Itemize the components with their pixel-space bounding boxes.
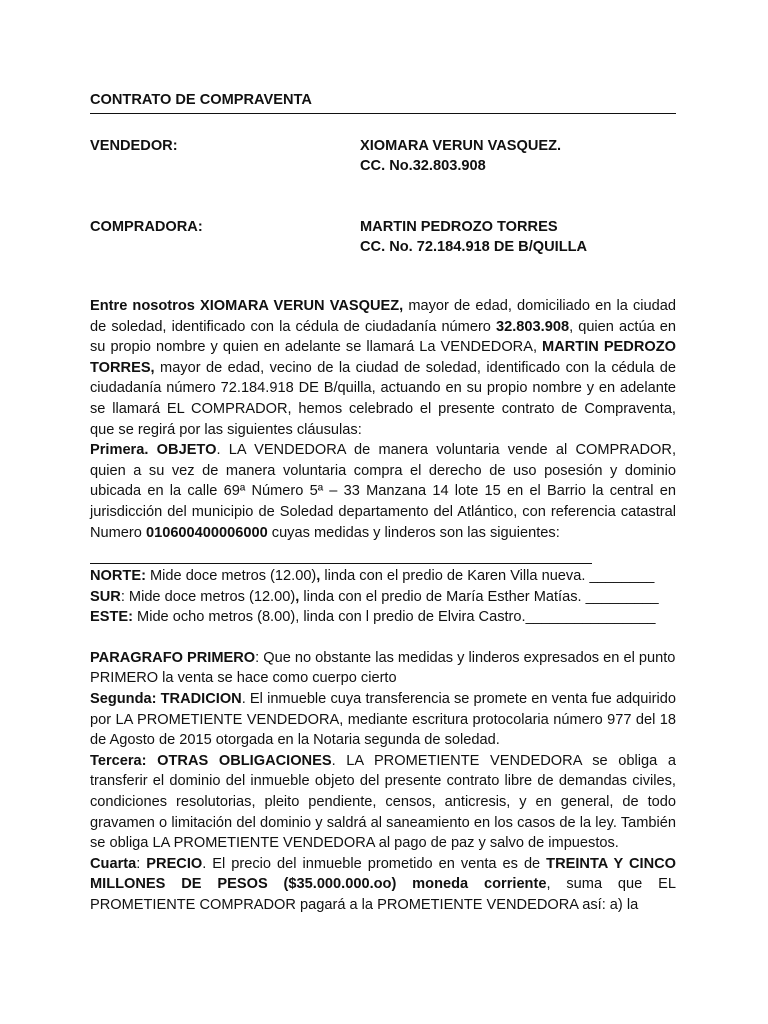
cuarta-label: Cuarta xyxy=(90,855,137,872)
buyer-id: CC. No. 72.184.918 DE B/QUILLA xyxy=(360,239,588,256)
buyer-details xyxy=(360,217,587,258)
intro-text-2: , quien actúa en su propio nombre y quien en adelante se llamará La VENDEDORA, xyxy=(90,318,677,356)
clause-primera xyxy=(90,440,676,543)
contract-page xyxy=(90,90,676,916)
lindero-norte xyxy=(90,566,676,587)
norte-comma: , xyxy=(316,568,321,585)
seller-details xyxy=(360,136,561,177)
este-label: ESTE: xyxy=(90,609,133,626)
clause-tercera xyxy=(90,751,676,854)
sur-label: SUR xyxy=(90,588,121,605)
norte-rest: linda con el predio de Karen Villa nueva. ________ xyxy=(320,568,655,585)
price-amount: TREINTA Y CINCO MILLONES DE PESOS ($35.000.000.oo) moneda corriente xyxy=(90,855,677,893)
cuarta-colon: : xyxy=(136,855,147,872)
clause-segunda xyxy=(90,689,676,751)
cuarta-label-precio: PRECIO xyxy=(146,855,203,872)
tercera-label: Tercera: OTRAS OBLIGACIONES xyxy=(90,752,332,769)
seller-block xyxy=(90,136,676,177)
segunda-label: Segunda: TRADICION xyxy=(90,691,242,708)
norte-text: Mide doce metros (12.00) xyxy=(145,568,317,585)
buyer-label: COMPRADORA: xyxy=(90,218,203,235)
primera-label: Primera. OBJETO xyxy=(90,442,217,459)
title-underline xyxy=(90,113,676,114)
paragrafo-label: PARAGRAFO PRIMERO xyxy=(90,649,256,666)
sur-rest: linda con el predio de María Esther Matías. _________ xyxy=(299,588,659,605)
cuarta-text-2: , suma que EL PROMETIENTE COMPRADOR pagará a la PROMETIENTE VENDEDORA así: a) la xyxy=(90,876,676,913)
intro-seller-id: 32.803.908 xyxy=(496,318,570,335)
intro-paragraph xyxy=(90,296,676,440)
buyer-block xyxy=(90,217,676,258)
primera-text-2: cuyas medidas y linderos son las siguientes: xyxy=(267,524,560,541)
intro-text-3: mayor de edad, vecino de la ciudad de soledad, identificado con la cédula de ciudadanía número 72.184.918 DE B/quilla, actuando en su propio nombre y en adelante se llamará EL COMPRADOR, hemos celebrado el presente contrato de Compraventa, que se regirá por las siguientes cláusulas: xyxy=(90,359,676,438)
sur-text: : Mide doce metros (12.00) xyxy=(120,588,296,605)
intro-buyer-name: MARTIN PEDROZO TORRES, xyxy=(90,339,676,376)
cuarta-text-1: . El precio del inmueble prometido en venta es de xyxy=(202,855,547,872)
seller-name: XIOMARA VERUN VASQUEZ. xyxy=(360,137,562,154)
segunda-text: . El inmueble cuya transferencia se promete en venta fue adquirido por LA PROMETIENTE VENDEDORA, mediante escritura protocolaria número 977 del 18 de Agosto de 2015 otorgada en la Notaria segunda de soledad. xyxy=(90,691,676,749)
buyer-name: MARTIN PEDROZO TORRES xyxy=(360,218,558,235)
clause-cuarta xyxy=(90,854,676,916)
sur-comma: , xyxy=(295,588,300,605)
paragrafo-text: : Que no obstante las medidas y linderos expresados en el punto PRIMERO la venta se hace como cuerpo cierto xyxy=(90,649,676,687)
norte-label: NORTE: xyxy=(90,568,146,585)
seller-id: CC. No.32.803.908 xyxy=(360,158,486,175)
catastral-number: 010600400006000 xyxy=(145,524,268,541)
blank-line xyxy=(90,543,592,564)
document-title: CONTRATO DE COMPRAVENTA xyxy=(90,92,312,108)
paragrafo-primero xyxy=(90,648,676,689)
este-text: Mide ocho metros (8.00), linda con l predio de Elvira Castro.________________ xyxy=(132,609,656,626)
primera-text-1: . LA VENDEDORA de manera voluntaria vende al COMPRADOR, quien a su vez de manera voluntaria compra el derecho de uso posesión y dominio ubicada en la calle 69ª Número 5ª – 33 Manzana 14 lote 15 en el Barrio la central en jurisdicción del municipio de Soledad departamento del Atlántico, con referencia catastral Numero xyxy=(90,442,676,541)
intro-text-1: mayor de edad, domiciliado en la ciudad de soledad, identificado con la cédula de ciudadanía número xyxy=(90,297,676,335)
tercera-text: . LA PROMETIENTE VENDEDORA se obliga a transferir el dominio del inmueble objeto del presente contrato libre de demandas civiles, condiciones resolutorias, pleito pendiente, censos, anticresis, y en general, de todo gravamen o limitación del dominio y saldrá al saneamiento en los casos de la ley. También se obliga LA PROMETIENTE VENDEDORA al pago de paz y salvo de impuestos. xyxy=(90,752,677,852)
lindero-este xyxy=(90,607,676,628)
intro-seller-name: Entre nosotros XIOMARA VERUN VASQUEZ, xyxy=(90,297,404,314)
seller-label: VENDEDOR: xyxy=(90,137,178,154)
lindero-sur xyxy=(90,587,676,608)
